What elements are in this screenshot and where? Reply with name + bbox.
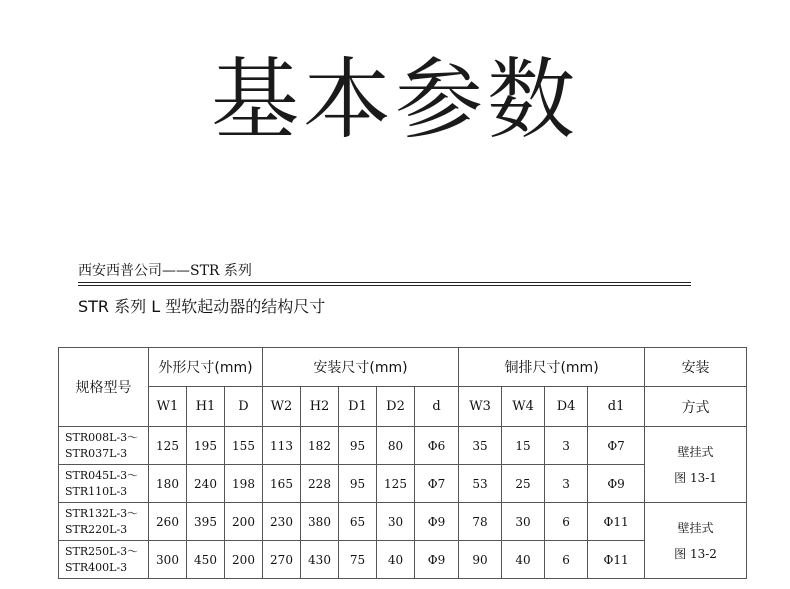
model-range-end: STR400L-3 bbox=[65, 560, 128, 574]
value-cell: 380 bbox=[301, 503, 339, 541]
value-cell: 260 bbox=[149, 503, 187, 541]
model-cell bbox=[59, 427, 149, 465]
value-cell: 53 bbox=[459, 465, 502, 503]
value-cell: 195 bbox=[187, 427, 225, 465]
value-cell: 80 bbox=[377, 427, 415, 465]
model-range-start: STR008L-3～ bbox=[65, 430, 139, 444]
value-cell: 6 bbox=[545, 541, 588, 579]
value-cell: 113 bbox=[263, 427, 301, 465]
subheader-w4: W4 bbox=[502, 387, 545, 427]
section-subtitle: STR 系列 L 型软起动器的结构尺寸 bbox=[78, 297, 326, 316]
value-cell: 300 bbox=[149, 541, 187, 579]
model-range-end: STR220L-3 bbox=[65, 522, 128, 536]
value-cell: 95 bbox=[339, 427, 377, 465]
value-cell: 165 bbox=[263, 465, 301, 503]
table-row bbox=[59, 465, 747, 503]
subheader-d: D bbox=[225, 387, 263, 427]
subheader-d1-small: d1 bbox=[588, 387, 645, 427]
copper-bar-dimensions-header: 铜排尺寸(mm) bbox=[459, 348, 645, 387]
model-cell bbox=[59, 465, 149, 503]
subheader-d1: D1 bbox=[339, 387, 377, 427]
value-cell: 450 bbox=[187, 541, 225, 579]
dimensions-table bbox=[58, 347, 747, 579]
mount-figure-ref: 图 13-2 bbox=[674, 546, 717, 561]
value-cell: Φ9 bbox=[415, 503, 459, 541]
value-cell: Φ6 bbox=[415, 427, 459, 465]
value-cell: Φ11 bbox=[588, 541, 645, 579]
mount-figure-ref: 图 13-1 bbox=[674, 470, 717, 485]
value-cell: 395 bbox=[187, 503, 225, 541]
value-cell: 228 bbox=[301, 465, 339, 503]
value-cell: 40 bbox=[377, 541, 415, 579]
model-range-start: STR132L-3～ bbox=[65, 506, 139, 520]
model-range-start: STR250L-3～ bbox=[65, 544, 139, 558]
value-cell: 35 bbox=[459, 427, 502, 465]
model-header: 规格型号 bbox=[59, 348, 149, 427]
value-cell: 200 bbox=[225, 503, 263, 541]
value-cell: 6 bbox=[545, 503, 588, 541]
value-cell: 240 bbox=[187, 465, 225, 503]
mount-header-top: 安装 bbox=[645, 348, 747, 387]
page-title: 基本参数 bbox=[210, 48, 579, 151]
value-cell: 65 bbox=[339, 503, 377, 541]
outer-dimensions-header: 外形尺寸(mm) bbox=[149, 348, 263, 387]
value-cell: 95 bbox=[339, 465, 377, 503]
value-cell: 30 bbox=[377, 503, 415, 541]
subheader-h1: H1 bbox=[187, 387, 225, 427]
value-cell: 3 bbox=[545, 427, 588, 465]
value-cell: 200 bbox=[225, 541, 263, 579]
subheader-w3: W3 bbox=[459, 387, 502, 427]
value-cell: 180 bbox=[149, 465, 187, 503]
table-header-row bbox=[59, 348, 747, 387]
value-cell: 3 bbox=[545, 465, 588, 503]
mount-method-cell bbox=[645, 503, 747, 579]
value-cell: 270 bbox=[263, 541, 301, 579]
value-cell: Φ9 bbox=[588, 465, 645, 503]
value-cell: Φ7 bbox=[588, 427, 645, 465]
model-range-end: STR037L-3 bbox=[65, 446, 128, 460]
model-cell bbox=[59, 541, 149, 579]
mount-method-cell bbox=[645, 427, 747, 503]
value-cell: 30 bbox=[502, 503, 545, 541]
model-range-start: STR045L-3～ bbox=[65, 468, 139, 482]
value-cell: 25 bbox=[502, 465, 545, 503]
mount-header-bottom: 方式 bbox=[645, 387, 747, 427]
value-cell: 90 bbox=[459, 541, 502, 579]
table-subheader-row bbox=[59, 387, 747, 427]
mount-method: 壁挂式 bbox=[677, 444, 714, 459]
subheader-w2: W2 bbox=[263, 387, 301, 427]
subheader-w1: W1 bbox=[149, 387, 187, 427]
model-cell bbox=[59, 503, 149, 541]
table-row bbox=[59, 503, 747, 541]
subheader-d-small: d bbox=[415, 387, 459, 427]
value-cell: 182 bbox=[301, 427, 339, 465]
value-cell: Φ9 bbox=[415, 541, 459, 579]
table-row bbox=[59, 427, 747, 465]
subheader-d2: D2 bbox=[377, 387, 415, 427]
value-cell: 15 bbox=[502, 427, 545, 465]
value-cell: Φ11 bbox=[588, 503, 645, 541]
table-row bbox=[59, 541, 747, 579]
value-cell: 40 bbox=[502, 541, 545, 579]
value-cell: 125 bbox=[149, 427, 187, 465]
value-cell: 230 bbox=[263, 503, 301, 541]
value-cell: 430 bbox=[301, 541, 339, 579]
value-cell: 198 bbox=[225, 465, 263, 503]
document-header: 西安西普公司——STR 系列 bbox=[78, 261, 691, 283]
model-range-end: STR110L-3 bbox=[65, 484, 128, 498]
subheader-h2: H2 bbox=[301, 387, 339, 427]
value-cell: 125 bbox=[377, 465, 415, 503]
install-dimensions-header: 安装尺寸(mm) bbox=[263, 348, 459, 387]
value-cell: 155 bbox=[225, 427, 263, 465]
mount-method: 壁挂式 bbox=[677, 520, 714, 535]
value-cell: 75 bbox=[339, 541, 377, 579]
value-cell: Φ7 bbox=[415, 465, 459, 503]
value-cell: 78 bbox=[459, 503, 502, 541]
subheader-d4: D4 bbox=[545, 387, 588, 427]
